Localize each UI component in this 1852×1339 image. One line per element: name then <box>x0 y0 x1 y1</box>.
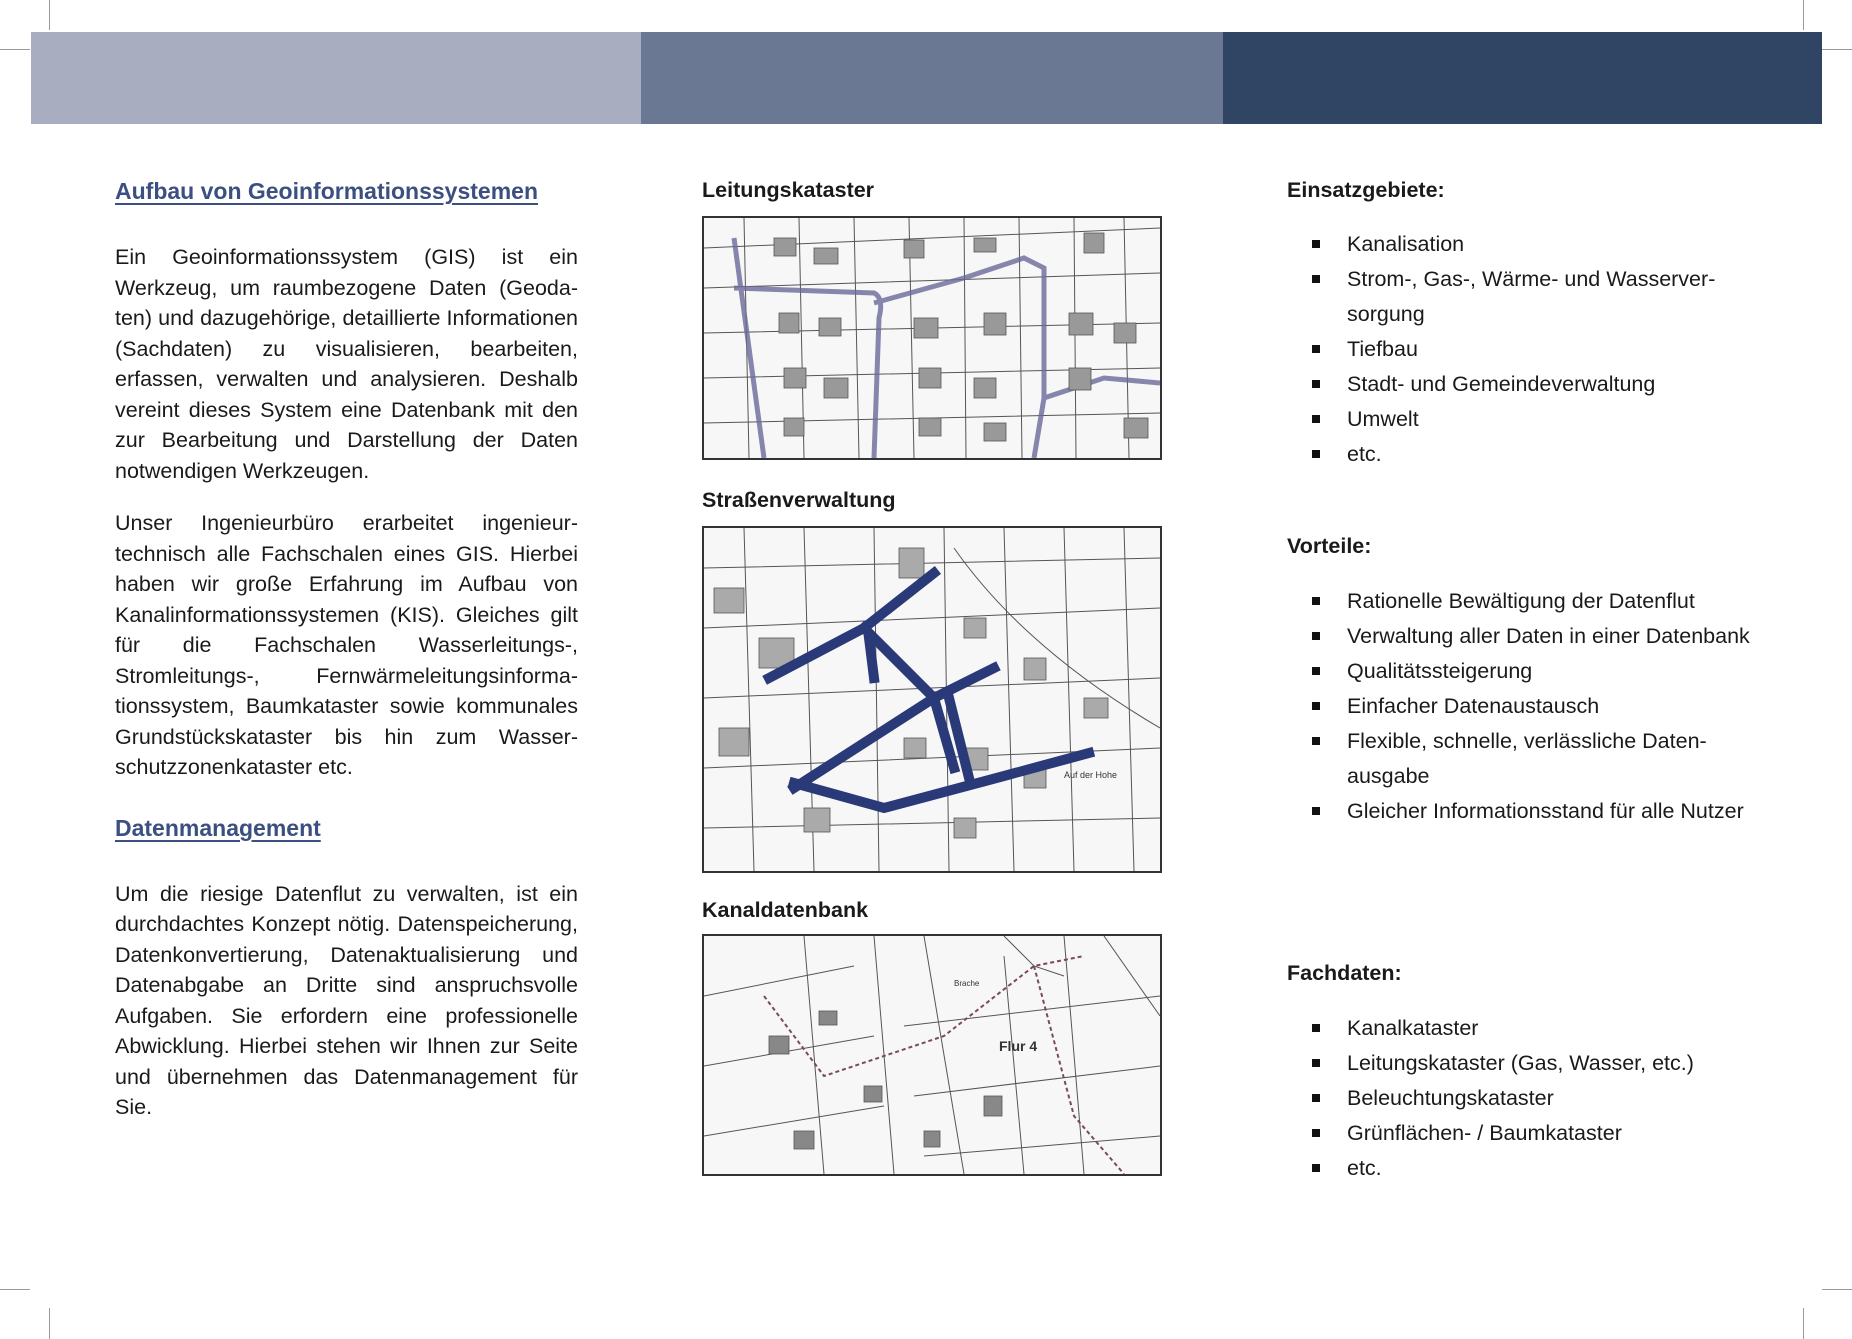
map-strassenverwaltung <box>702 526 1162 873</box>
list-item: Verwaltung aller Daten in einer Datenbank <box>1287 619 1757 654</box>
list-item: etc. <box>1287 1151 1757 1186</box>
heading-vorteile: Vorteile: <box>1287 534 1372 558</box>
bullet-icon <box>1312 632 1320 640</box>
list-item: Kanalisation <box>1287 227 1757 262</box>
list-item: Grünflächen- / Baumkataster <box>1287 1116 1757 1151</box>
crop-mark <box>0 1289 30 1290</box>
map-kanaldatenbank <box>702 934 1162 1176</box>
crop-mark <box>1803 0 1804 30</box>
list-item: Stadt- und Gemeindeverwaltung <box>1287 367 1757 402</box>
list-einsatzgebiete <box>1287 227 1757 472</box>
list-item: etc. <box>1287 437 1757 472</box>
heading-gis: Aufbau von Geoinformationssystemen <box>115 178 539 204</box>
crop-mark <box>1822 49 1852 50</box>
figure-label-leitungskataster: Leitungskataster <box>702 178 875 202</box>
left-column <box>115 176 578 1123</box>
bullet-icon <box>1312 702 1320 710</box>
bullet-icon <box>1312 667 1320 675</box>
heading-einsatzgebiete: Einsatzgebiete: <box>1287 178 1445 202</box>
bullet-icon <box>1312 1129 1320 1137</box>
bullet-icon <box>1312 1094 1320 1102</box>
paragraph-datenmanagement: Um die riesige Datenflut zu verwalten, ist ein durchdachtes Konzept nötig. Datenspeicherung, Datenkonvertierung, Datenaktualisierung und Datenabgabe an Dritte sind anspruchsvolle Aufgaben. Sie erfordern eine professionelle Abwicklung. Hierbei stehen wir Ihnen zur Seite und übernehmen das Datenmanagement für Sie. <box>115 881 578 1119</box>
crop-mark <box>1822 1289 1852 1290</box>
list-item: Tiefbau <box>1287 332 1757 367</box>
list-item: Kanalkataster <box>1287 1011 1757 1046</box>
crop-mark <box>49 0 50 30</box>
heading-datenmanagement: Datenmanagement <box>115 814 321 841</box>
bullet-icon <box>1312 450 1320 458</box>
street-map-image <box>704 528 1160 871</box>
bullet-icon <box>1312 345 1320 353</box>
list-item: Rationelle Bewältigung der Datenflut <box>1287 584 1757 619</box>
bullet-icon <box>1312 275 1320 283</box>
bullet-icon <box>1312 415 1320 423</box>
list-item: Umwelt <box>1287 402 1757 437</box>
list-item: Flexible, schnelle, verlässliche Datenausgabe <box>1287 724 1757 794</box>
bullet-icon <box>1312 240 1320 248</box>
bullet-icon <box>1312 380 1320 388</box>
list-item: Leitungskataster (Gas, Wasser, etc.) <box>1287 1046 1757 1081</box>
paragraph-ingenieurbuero: Unser Ingenieurbüro erarbeitet ingenieurtechnisch alle Fachschalen eines GIS. Hierbei haben wir große Erfahrung im Aufbau von Kanalinformationssystemen (KIS). Gleiches gilt für die Fachschalen Wasserleitungs-, Stromleitungs-, Fernwärmeleitungsinformationssystem, Baumkataster sowie kommunales Grundstückskataster bis hin zum Wasserschutzzonenkataster etc. <box>115 511 578 779</box>
list-fachdaten <box>1287 1011 1757 1186</box>
bullet-icon <box>1312 597 1320 605</box>
list-item: Beleuchtungskataster <box>1287 1081 1757 1116</box>
list-item: Einfacher Datenaustausch <box>1287 689 1757 724</box>
list-item: Strom-, Gas-, Wärme- und Wasserversorgung <box>1287 262 1757 332</box>
header-band-mid <box>641 32 1223 124</box>
sewer-map-image <box>704 936 1160 1174</box>
bullet-icon <box>1312 1164 1320 1172</box>
bullet-icon <box>1312 1024 1320 1032</box>
heading-fachdaten: Fachdaten: <box>1287 961 1402 985</box>
list-vorteile <box>1287 584 1757 829</box>
map-brache-label: Brache <box>954 979 980 988</box>
figure-label-strassenverwaltung: Straßenverwaltung <box>702 488 896 512</box>
cadastral-map-image <box>704 218 1160 458</box>
crop-mark <box>0 49 30 50</box>
bullet-icon <box>1312 1059 1320 1067</box>
map-leitungskataster <box>702 216 1162 460</box>
crop-mark <box>49 1308 50 1339</box>
bullet-icon <box>1312 737 1320 745</box>
paragraph-gis-intro: Ein Geoinformationssystem (GIS) ist ein Werkzeug, um raumbezogene Daten (Geodaten) und dazugehörige, detaillierte Informationen (Sachdaten) zu visualisieren, bearbeiten, erfassen, verwalten und analysieren. Deshalb vereint dieses System eine Datenbank mit den zur Bearbeitung und Darstellung der Daten notwendigen Werkzeugen. <box>115 245 578 483</box>
map-place-label: Auf der Hohe <box>1064 770 1118 780</box>
header-band-dark <box>1223 32 1822 124</box>
crop-mark <box>1803 1308 1804 1339</box>
right-column <box>1287 176 1757 1206</box>
header-band-light <box>31 32 641 124</box>
figure-label-kanaldatenbank: Kanaldatenbank <box>702 898 869 922</box>
bullet-icon <box>1312 807 1320 815</box>
list-item: Gleicher Informationsstand für alle Nutzer <box>1287 794 1757 829</box>
map-flur-label: Flur 4 <box>999 1038 1038 1054</box>
middle-column <box>702 176 1162 1186</box>
list-item: Qualitätssteigerung <box>1287 654 1757 689</box>
